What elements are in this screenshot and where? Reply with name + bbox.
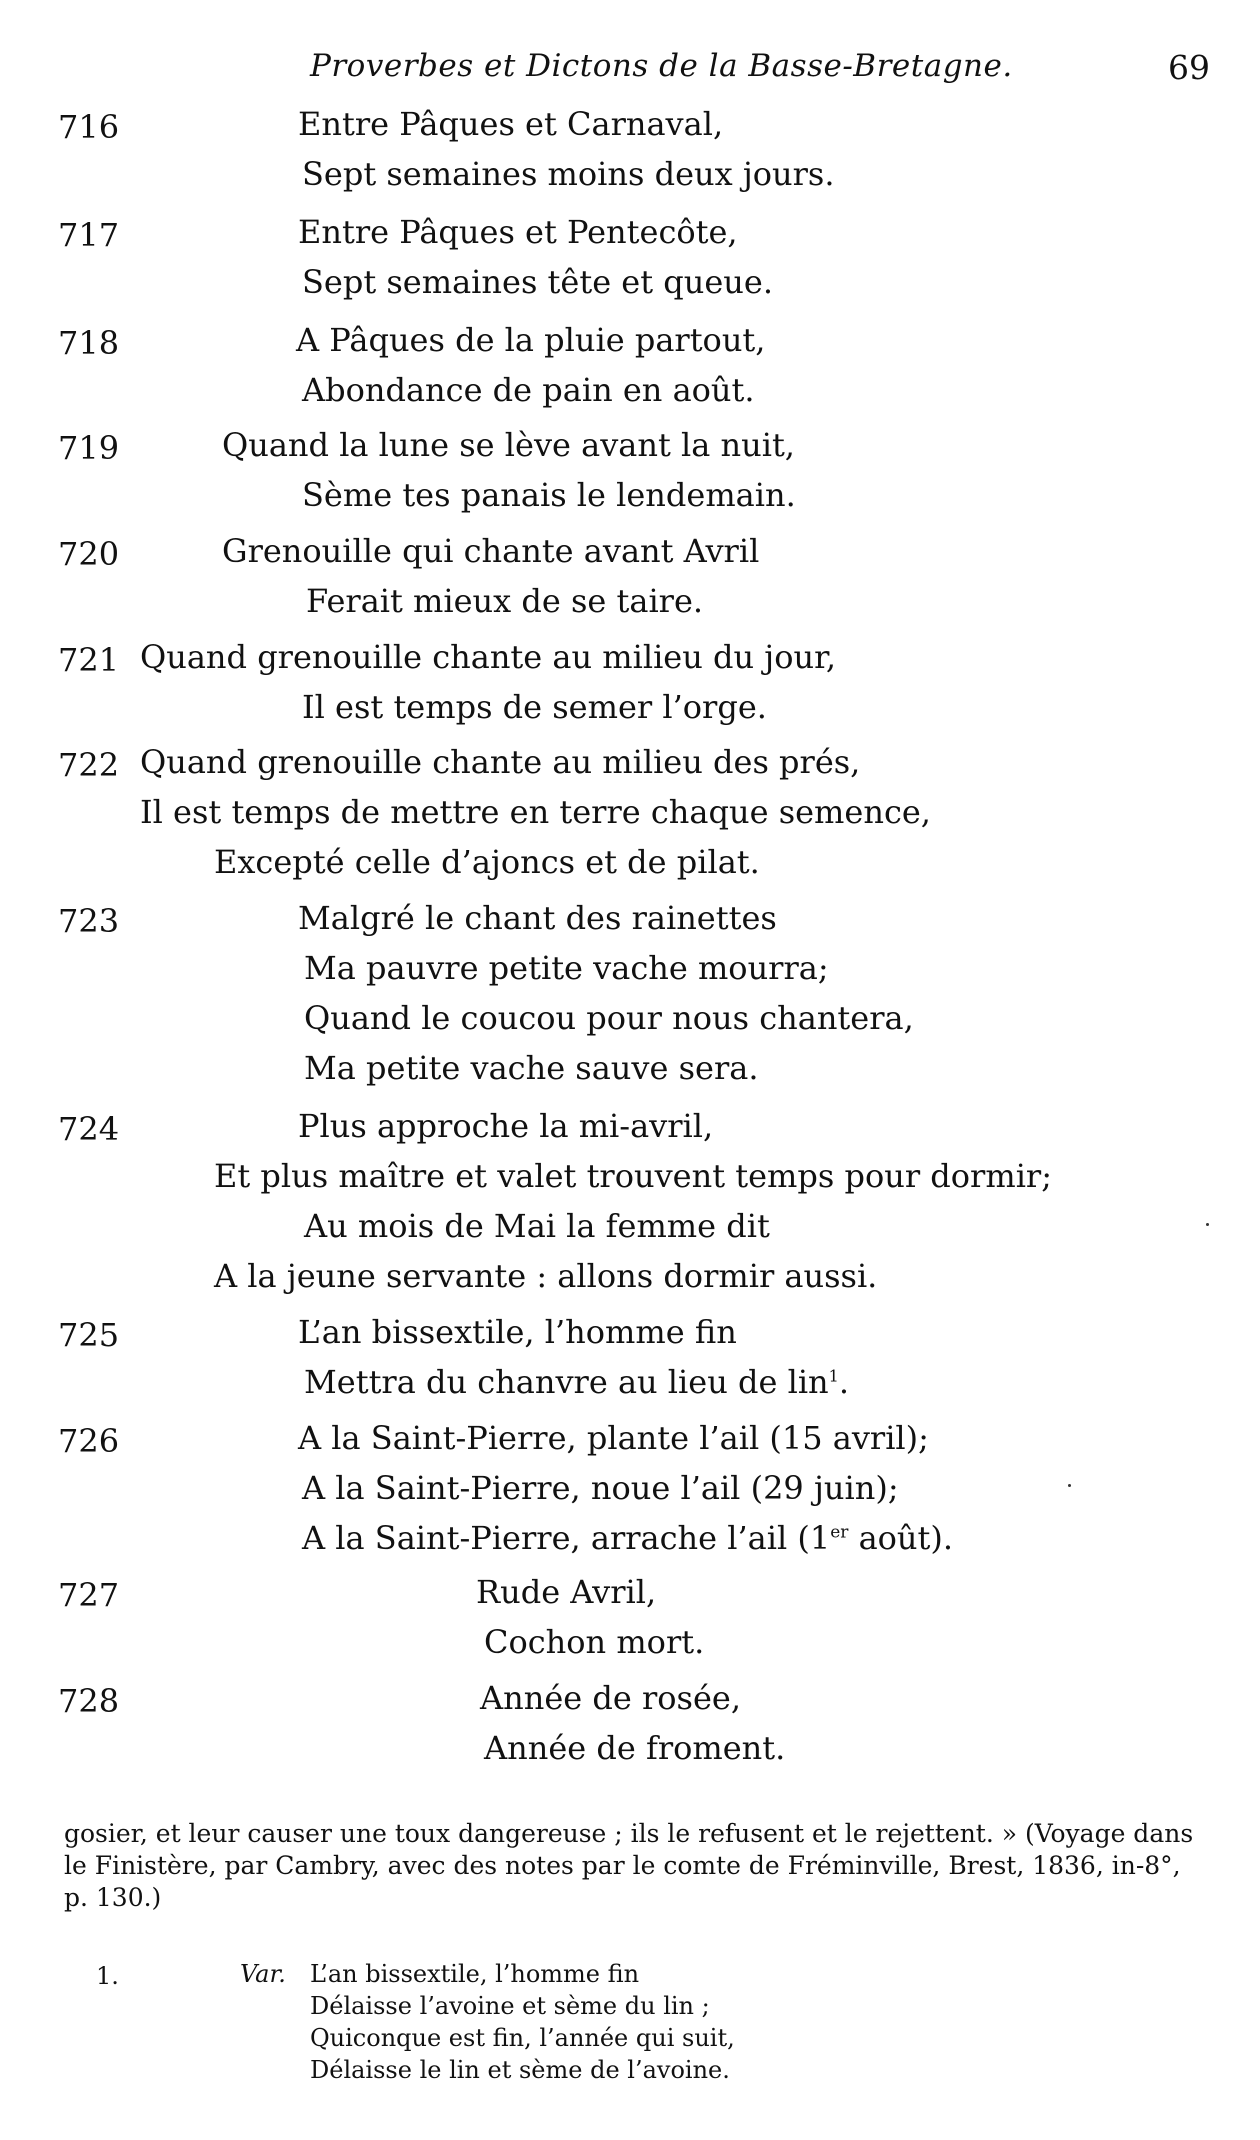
proverb-line: Sept semaines tête et queue. [302, 263, 774, 301]
proverb-number: 723 [58, 902, 120, 940]
proverb-line: A Pâques de la pluie partout, [296, 321, 766, 359]
proverb-line: Sème tes panais le lendemain. [302, 476, 796, 514]
footnote-continuation-line: gosier, et leur causer une toux dangereuse ; ils le refusent et le rejettent. » (Voyage dans [64, 1819, 1194, 1848]
proverb-line: A la jeune servante : allons dormir aussi. [214, 1257, 878, 1295]
proverb-line: Et plus maître et valet trouvent temps pour dormir; [214, 1157, 1052, 1195]
proverb-line: Quand grenouille chante au milieu du jour, [140, 638, 837, 676]
proverb-line: Ferait mieux de se taire. [306, 582, 704, 620]
proverb-number: 719 [58, 429, 120, 467]
footnote-continuation [64, 1818, 1224, 1914]
proverb-line: Entre Pâques et Carnaval, [298, 105, 724, 143]
footnote-line: L’an bissextile, l’homme fin [310, 1960, 640, 1988]
proverb-line: L’an bissextile, l’homme fin [298, 1313, 737, 1351]
proverb-line: Malgré le chant des rainettes [298, 899, 777, 937]
proverb-line: Abondance de pain en août. [302, 371, 755, 409]
proverb-line: A la Saint-Pierre, plante l’ail (15 avril); [298, 1419, 929, 1457]
footnote-continuation-line: le Finistère, par Cambry, avec des notes par le comte de Fréminville, Brest, 1836, in-8°, [64, 1851, 1181, 1880]
proverb-line [304, 1363, 850, 1401]
proverb-line: Ma pauvre petite vache mourra; [304, 949, 829, 987]
footnote-continuation-line: p. 130.) [64, 1883, 162, 1912]
proverb-line: Entre Pâques et Pentecôte, [298, 213, 738, 251]
print-speck [1206, 1223, 1209, 1226]
footnote-marker: 1 [828, 1366, 839, 1386]
proverb-line: Année de froment. [484, 1729, 786, 1767]
proverb-line: Sept semaines moins deux jours. [302, 155, 835, 193]
proverb-number: 724 [58, 1110, 120, 1148]
proverb-line: Il est temps de semer l’orge. [302, 688, 767, 726]
ordinal-superscript: er [830, 1522, 849, 1543]
proverb-line: A la Saint-Pierre, noue l’ail (29 juin); [302, 1469, 899, 1507]
proverb-number: 717 [58, 216, 120, 254]
page-number: 69 [1168, 48, 1210, 87]
proverb-number: 721 [58, 641, 120, 679]
proverb-line: Grenouille qui chante avant Avril [222, 532, 760, 570]
proverb-number: 720 [58, 535, 120, 573]
proverb-number: 722 [58, 746, 120, 784]
proverb-line: Rude Avril, [476, 1573, 657, 1611]
proverb-text: août). [848, 1519, 954, 1557]
proverb-number: 716 [58, 108, 120, 146]
proverb-line: Quand le coucou pour nous chantera, [304, 999, 914, 1037]
proverb-line: Excepté celle d’ajoncs et de pilat. [214, 843, 760, 881]
proverb-line: Quand grenouille chante au milieu des prés, [140, 743, 861, 781]
proverb-line: Au mois de Mai la femme dit [304, 1207, 770, 1245]
proverb-number: 726 [58, 1422, 120, 1460]
proverb-punctuation: . [838, 1363, 850, 1401]
proverb-number: 727 [58, 1576, 120, 1614]
footnote-line: Quiconque est fin, l’année qui suit, [310, 2024, 735, 2052]
proverb-line: Plus approche la mi-avril, [298, 1107, 714, 1145]
proverb-line: Cochon mort. [484, 1623, 705, 1661]
running-header-title: Proverbes et Dictons de la Basse-Bretagne. [310, 48, 1013, 84]
proverb-line: Quand la lune se lève avant la nuit, [222, 426, 795, 464]
proverb-number: 728 [58, 1682, 120, 1720]
proverb-number: 718 [58, 324, 120, 362]
proverb-line [302, 1519, 954, 1557]
proverb-line: Il est temps de mettre en terre chaque semence, [140, 793, 931, 831]
print-speck [1068, 1484, 1071, 1487]
proverb-number: 725 [58, 1316, 120, 1354]
proverb-text: A la Saint-Pierre, arrache l’ail (1 [302, 1519, 831, 1557]
footnote-line: Délaisse le lin et sème de l’avoine. [310, 2056, 730, 2084]
footnote-number: 1. [96, 1962, 119, 1990]
proverb-line: Ma petite vache sauve sera. [304, 1049, 759, 1087]
proverb-text: Mettra du chanvre au lieu de lin [304, 1363, 829, 1401]
footnote-line: Délaisse l’avoine et sème du lin ; [310, 1992, 710, 2020]
proverb-line: Année de rosée, [480, 1679, 741, 1717]
footnote-variant-label: Var. [240, 1960, 286, 1988]
